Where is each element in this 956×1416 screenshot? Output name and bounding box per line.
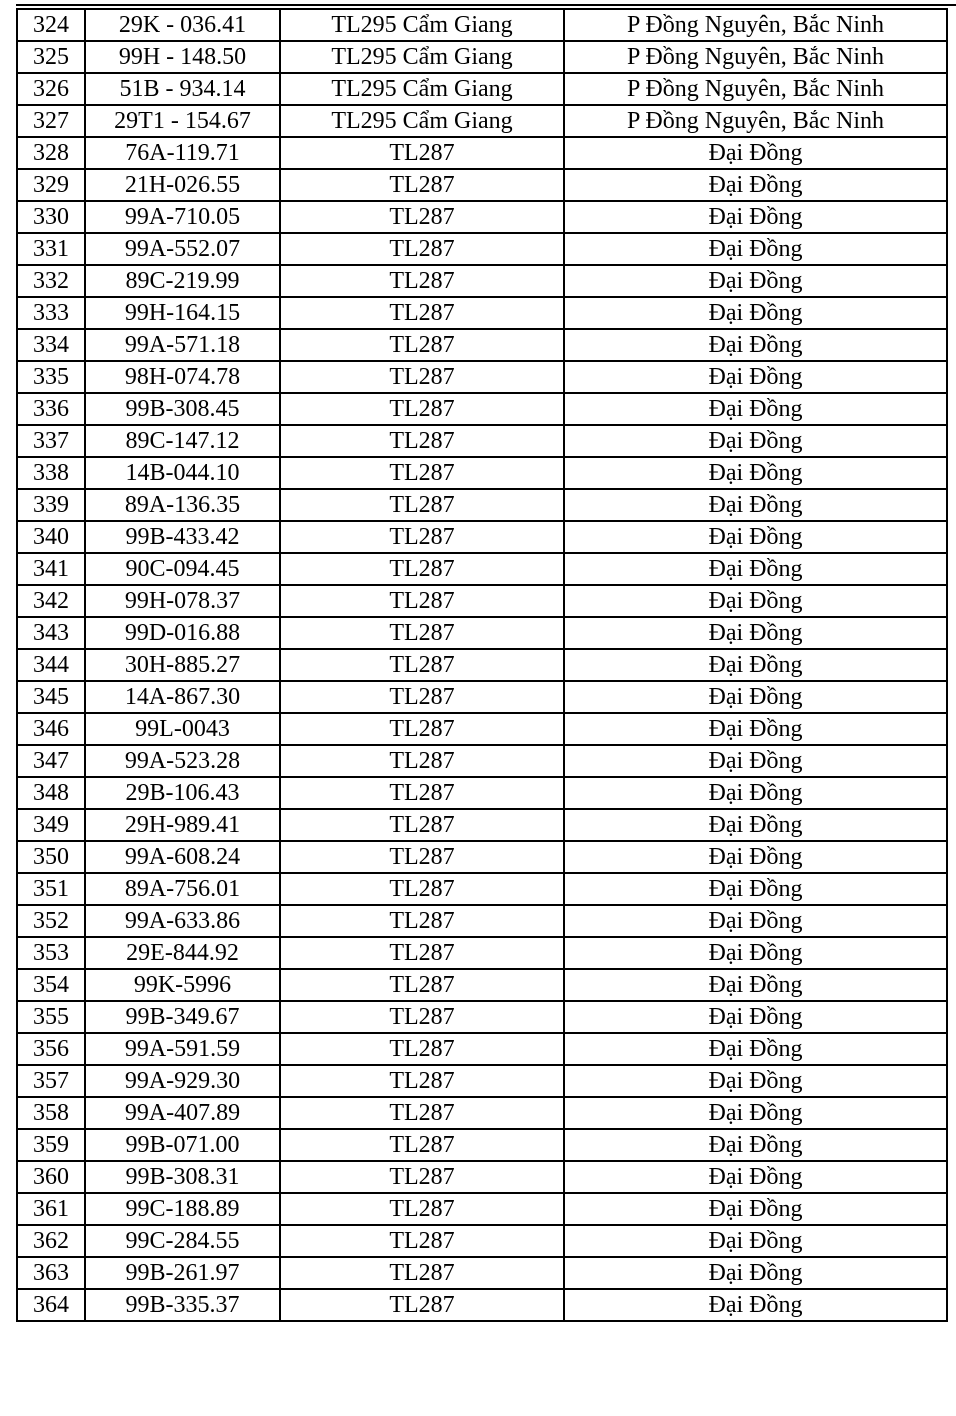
row-number-cell: 329 (17, 169, 85, 201)
row-number-cell: 336 (17, 393, 85, 425)
table-row (17, 937, 947, 969)
road-cell: TL287 (280, 585, 564, 617)
road-cell: TL287 (280, 873, 564, 905)
plate-number-cell: 99H - 148.50 (85, 41, 280, 73)
location-cell: Đại Đồng (564, 457, 947, 489)
row-number-cell: 339 (17, 489, 85, 521)
row-number-cell: 360 (17, 1161, 85, 1193)
row-number-cell: 344 (17, 649, 85, 681)
row-number-cell: 341 (17, 553, 85, 585)
row-number-cell: 334 (17, 329, 85, 361)
road-cell: TL287 (280, 1193, 564, 1225)
row-number-cell: 345 (17, 681, 85, 713)
road-cell: TL287 (280, 553, 564, 585)
table-row (17, 233, 947, 265)
table-row (17, 745, 947, 777)
road-cell: TL287 (280, 777, 564, 809)
table-row (17, 1193, 947, 1225)
road-cell: TL287 (280, 713, 564, 745)
table-row (17, 841, 947, 873)
plate-number-cell: 99A-633.86 (85, 905, 280, 937)
road-cell: TL287 (280, 265, 564, 297)
location-cell: Đại Đồng (564, 265, 947, 297)
location-cell: Đại Đồng (564, 713, 947, 745)
location-cell: Đại Đồng (564, 233, 947, 265)
table-row (17, 1033, 947, 1065)
road-cell: TL287 (280, 521, 564, 553)
table-row (17, 1161, 947, 1193)
row-number-cell: 350 (17, 841, 85, 873)
plate-number-cell: 29B-106.43 (85, 777, 280, 809)
road-cell: TL287 (280, 457, 564, 489)
table-row (17, 969, 947, 1001)
plate-number-cell: 89C-147.12 (85, 425, 280, 457)
location-cell: Đại Đồng (564, 201, 947, 233)
row-number-cell: 330 (17, 201, 85, 233)
row-number-cell: 337 (17, 425, 85, 457)
row-number-cell: 354 (17, 969, 85, 1001)
row-number-cell: 355 (17, 1001, 85, 1033)
plate-number-cell: 99H-078.37 (85, 585, 280, 617)
road-cell: TL287 (280, 841, 564, 873)
location-cell: Đại Đồng (564, 777, 947, 809)
location-cell: Đại Đồng (564, 809, 947, 841)
table-row (17, 73, 947, 105)
table-row (17, 521, 947, 553)
location-cell: P Đồng Nguyên, Bắc Ninh (564, 73, 947, 105)
road-cell: TL287 (280, 489, 564, 521)
location-cell: P Đồng Nguyên, Bắc Ninh (564, 105, 947, 137)
plate-number-cell: 99B-335.37 (85, 1289, 280, 1321)
road-cell: TL287 (280, 745, 564, 777)
row-number-cell: 335 (17, 361, 85, 393)
row-number-cell: 346 (17, 713, 85, 745)
road-cell: TL287 (280, 617, 564, 649)
table-row (17, 905, 947, 937)
plate-number-cell: 14A-867.30 (85, 681, 280, 713)
table-row (17, 1097, 947, 1129)
plate-number-cell: 29K - 036.41 (85, 9, 280, 41)
location-cell: Đại Đồng (564, 1161, 947, 1193)
plate-number-cell: 30H-885.27 (85, 649, 280, 681)
location-cell: Đại Đồng (564, 425, 947, 457)
location-cell: Đại Đồng (564, 1257, 947, 1289)
row-number-cell: 338 (17, 457, 85, 489)
row-number-cell: 332 (17, 265, 85, 297)
table-row (17, 873, 947, 905)
table-row (17, 1001, 947, 1033)
road-cell: TL287 (280, 809, 564, 841)
table-row (17, 553, 947, 585)
table-row (17, 649, 947, 681)
table-row (17, 105, 947, 137)
table-body (17, 9, 947, 1321)
row-number-cell: 351 (17, 873, 85, 905)
plate-number-cell: 99L-0043 (85, 713, 280, 745)
plate-number-cell: 99B-433.42 (85, 521, 280, 553)
road-cell: TL287 (280, 937, 564, 969)
plate-number-cell: 99B-308.31 (85, 1161, 280, 1193)
row-number-cell: 357 (17, 1065, 85, 1097)
table-row (17, 425, 947, 457)
road-cell: TL295 Cẩm Giang (280, 73, 564, 105)
plate-number-cell: 29T1 - 154.67 (85, 105, 280, 137)
road-cell: TL287 (280, 393, 564, 425)
row-number-cell: 347 (17, 745, 85, 777)
table-row (17, 1289, 947, 1321)
plate-number-cell: 76A-119.71 (85, 137, 280, 169)
table-row (17, 297, 947, 329)
location-cell: Đại Đồng (564, 1097, 947, 1129)
location-cell: P Đồng Nguyên, Bắc Ninh (564, 41, 947, 73)
row-number-cell: 327 (17, 105, 85, 137)
table-row (17, 1225, 947, 1257)
row-number-cell: 340 (17, 521, 85, 553)
location-cell: Đại Đồng (564, 1225, 947, 1257)
road-cell: TL287 (280, 1289, 564, 1321)
location-cell: Đại Đồng (564, 1065, 947, 1097)
plate-number-cell: 99B-071.00 (85, 1129, 280, 1161)
table-row (17, 361, 947, 393)
table-row (17, 329, 947, 361)
location-cell: Đại Đồng (564, 617, 947, 649)
road-cell: TL295 Cẩm Giang (280, 9, 564, 41)
plate-number-cell: 99B-308.45 (85, 393, 280, 425)
location-cell: Đại Đồng (564, 137, 947, 169)
plate-number-cell: 99B-261.97 (85, 1257, 280, 1289)
road-cell: TL287 (280, 137, 564, 169)
table-row (17, 1129, 947, 1161)
row-number-cell: 362 (17, 1225, 85, 1257)
table-row (17, 393, 947, 425)
location-cell: Đại Đồng (564, 937, 947, 969)
row-number-cell: 333 (17, 297, 85, 329)
table-row (17, 681, 947, 713)
location-cell: Đại Đồng (564, 393, 947, 425)
location-cell: Đại Đồng (564, 361, 947, 393)
road-cell: TL287 (280, 905, 564, 937)
table-row (17, 457, 947, 489)
plate-number-cell: 89A-756.01 (85, 873, 280, 905)
road-cell: TL287 (280, 1001, 564, 1033)
location-cell: P Đồng Nguyên, Bắc Ninh (564, 9, 947, 41)
location-cell: Đại Đồng (564, 489, 947, 521)
road-cell: TL287 (280, 361, 564, 393)
plate-number-cell: 89C-219.99 (85, 265, 280, 297)
row-number-cell: 359 (17, 1129, 85, 1161)
plate-number-cell: 99B-349.67 (85, 1001, 280, 1033)
road-cell: TL287 (280, 425, 564, 457)
row-number-cell: 363 (17, 1257, 85, 1289)
table-row (17, 201, 947, 233)
row-number-cell: 358 (17, 1097, 85, 1129)
plate-number-cell: 14B-044.10 (85, 457, 280, 489)
row-number-cell: 331 (17, 233, 85, 265)
row-number-cell: 353 (17, 937, 85, 969)
table-row (17, 1065, 947, 1097)
plate-number-cell: 99A-710.05 (85, 201, 280, 233)
plate-number-cell: 99C-188.89 (85, 1193, 280, 1225)
plate-number-cell: 98H-074.78 (85, 361, 280, 393)
location-cell: Đại Đồng (564, 873, 947, 905)
table-row (17, 585, 947, 617)
road-cell: TL295 Cẩm Giang (280, 105, 564, 137)
location-cell: Đại Đồng (564, 745, 947, 777)
location-cell: Đại Đồng (564, 1033, 947, 1065)
plate-number-cell: 99A-523.28 (85, 745, 280, 777)
location-cell: Đại Đồng (564, 585, 947, 617)
table-row (17, 617, 947, 649)
row-number-cell: 364 (17, 1289, 85, 1321)
road-cell: TL287 (280, 1225, 564, 1257)
table-row (17, 9, 947, 41)
road-cell: TL287 (280, 201, 564, 233)
road-cell: TL287 (280, 233, 564, 265)
table-row (17, 489, 947, 521)
location-cell: Đại Đồng (564, 1129, 947, 1161)
plate-number-cell: 89A-136.35 (85, 489, 280, 521)
plate-number-cell: 99C-284.55 (85, 1225, 280, 1257)
plate-number-cell: 99D-016.88 (85, 617, 280, 649)
plate-number-cell: 99A-591.59 (85, 1033, 280, 1065)
table-row (17, 41, 947, 73)
row-number-cell: 361 (17, 1193, 85, 1225)
road-cell: TL287 (280, 169, 564, 201)
row-number-cell: 326 (17, 73, 85, 105)
road-cell: TL287 (280, 1097, 564, 1129)
row-number-cell: 343 (17, 617, 85, 649)
location-cell: Đại Đồng (564, 521, 947, 553)
location-cell: Đại Đồng (564, 329, 947, 361)
table-row (17, 137, 947, 169)
table-row (17, 265, 947, 297)
table-row (17, 1257, 947, 1289)
road-cell: TL287 (280, 297, 564, 329)
table-row (17, 713, 947, 745)
plate-number-cell: 51B - 934.14 (85, 73, 280, 105)
road-cell: TL287 (280, 1065, 564, 1097)
location-cell: Đại Đồng (564, 553, 947, 585)
road-cell: TL287 (280, 329, 564, 361)
vehicle-table (16, 8, 948, 1322)
row-number-cell: 356 (17, 1033, 85, 1065)
road-cell: TL287 (280, 681, 564, 713)
location-cell: Đại Đồng (564, 169, 947, 201)
top-rule (16, 4, 956, 6)
row-number-cell: 352 (17, 905, 85, 937)
location-cell: Đại Đồng (564, 681, 947, 713)
location-cell: Đại Đồng (564, 969, 947, 1001)
location-cell: Đại Đồng (564, 905, 947, 937)
row-number-cell: 349 (17, 809, 85, 841)
plate-number-cell: 99A-552.07 (85, 233, 280, 265)
row-number-cell: 325 (17, 41, 85, 73)
plate-number-cell: 99A-608.24 (85, 841, 280, 873)
road-cell: TL287 (280, 1257, 564, 1289)
table-row (17, 169, 947, 201)
road-cell: TL287 (280, 649, 564, 681)
road-cell: TL287 (280, 1129, 564, 1161)
row-number-cell: 342 (17, 585, 85, 617)
plate-number-cell: 99A-571.18 (85, 329, 280, 361)
row-number-cell: 348 (17, 777, 85, 809)
plate-number-cell: 99H-164.15 (85, 297, 280, 329)
location-cell: Đại Đồng (564, 297, 947, 329)
location-cell: Đại Đồng (564, 1289, 947, 1321)
road-cell: TL287 (280, 1033, 564, 1065)
table-row (17, 809, 947, 841)
row-number-cell: 324 (17, 9, 85, 41)
location-cell: Đại Đồng (564, 649, 947, 681)
plate-number-cell: 21H-026.55 (85, 169, 280, 201)
location-cell: Đại Đồng (564, 1001, 947, 1033)
table-row (17, 777, 947, 809)
plate-number-cell: 90C-094.45 (85, 553, 280, 585)
plate-number-cell: 99A-407.89 (85, 1097, 280, 1129)
plate-number-cell: 29H-989.41 (85, 809, 280, 841)
road-cell: TL295 Cẩm Giang (280, 41, 564, 73)
plate-number-cell: 99A-929.30 (85, 1065, 280, 1097)
plate-number-cell: 99K-5996 (85, 969, 280, 1001)
road-cell: TL287 (280, 969, 564, 1001)
plate-number-cell: 29E-844.92 (85, 937, 280, 969)
row-number-cell: 328 (17, 137, 85, 169)
location-cell: Đại Đồng (564, 841, 947, 873)
location-cell: Đại Đồng (564, 1193, 947, 1225)
road-cell: TL287 (280, 1161, 564, 1193)
